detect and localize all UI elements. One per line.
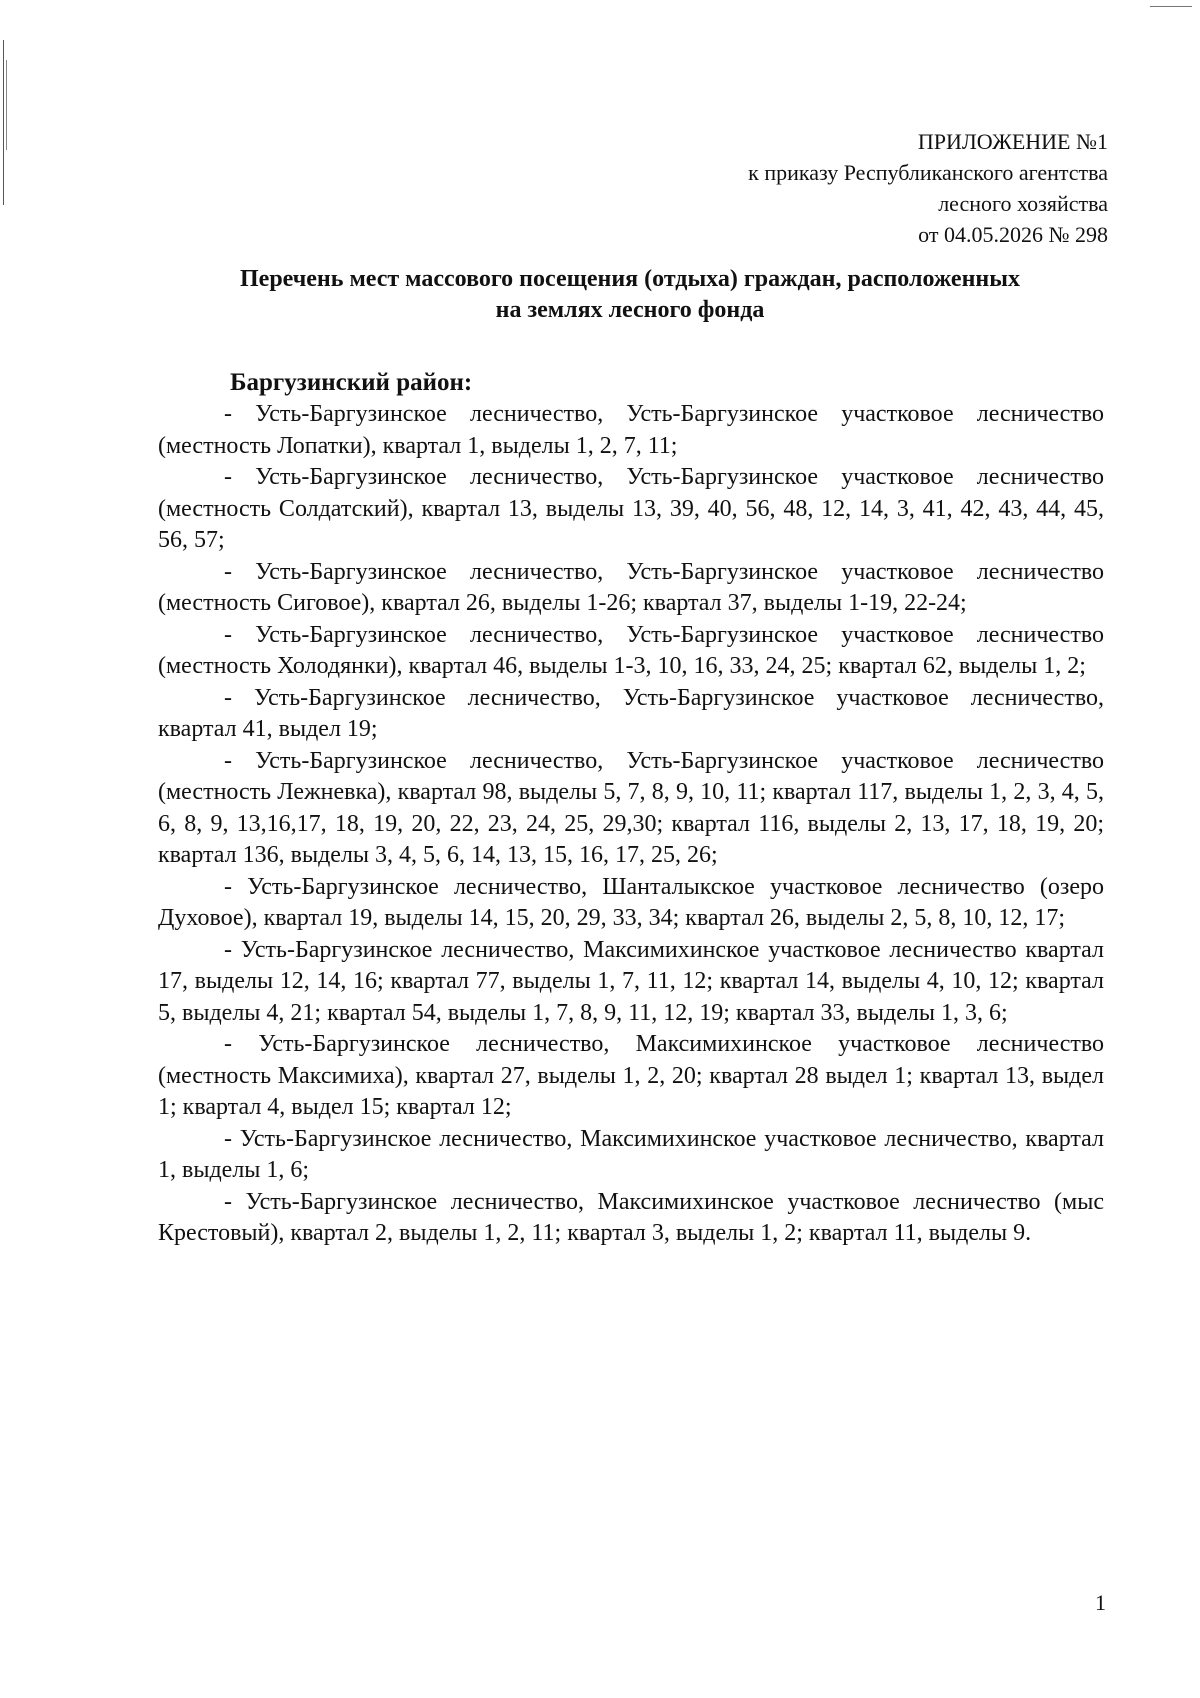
appendix-header — [748, 126, 1108, 250]
list-item: - Усть-Баргузинское лесничество, Усть-Баргузинское участковое лесничество (местность Солдатский), квартал 13, выделы 13, 39, 40, 56, 48, 12, 14, 3, 41, 42, 43, 44, 45, 56, 57; — [158, 464, 1104, 553]
list-item: - Усть-Баргузинское лесничество, Усть-Баргузинское участковое лесничество (местность Холодянки), квартал 46, выделы 1-3, 10, 16, 33, 24, 25; квартал 62, выделы 1, 2; — [158, 621, 1104, 679]
list-item: - Усть-Баргузинское лесничество, Максимихинское участковое лесничество квартал 17, выделы 12, 14, 16; квартал 77, выделы 1, 7, 11, 12; квартал 14, выделы 4, 10, 12; квартал 5, выделы 4, 21; квартал 54, выделы 1, 7, 8, 9, 11, 12, 19; квартал 33, выделы 1, 3, 6; — [158, 936, 1104, 1026]
list-item: - Усть-Баргузинское лесничество, Усть-Баргузинское участковое лесничество, квартал 41, выдел 19; — [158, 684, 1104, 742]
list-item: - Усть-Баргузинское лесничество, Усть-Баргузинское участковое лесничество (местность Лежневка), квартал 98, выделы 5, 7, 8, 9, 10, 11; квартал 117, выделы 1, 2, 3, 4, 5, 6, 8, 9, 13,16,17, 18, 19, 20, 22, 23, 24, 25, 29,30; квартал 116, выделы 2, 13, 17, 18, 19, 20; квартал 136, выделы 3, 4, 5, 6, 14, 13, 15, 16, 17, 25, 26; — [158, 747, 1104, 868]
appendix-agency: лесного хозяйства — [938, 191, 1108, 216]
title-line-2: на землях лесного фонда — [495, 297, 765, 323]
appendix-order-ref: к приказу Республиканского агентства — [748, 160, 1108, 185]
list-item: - Усть-Баргузинское лесничество, Шанталыкское участковое лесничество (озеро Духовое), квартал 19, выделы 14, 15, 20, 29, 33, 34; квартал 26, выделы 2, 5, 8, 10, 12, 17; — [158, 873, 1104, 931]
document-title — [160, 264, 1100, 326]
list-item: - Усть-Баргузинское лесничество, Максимихинское участковое лесничество (местность Максимиха), квартал 27, выделы 1, 2, 20; квартал 28 выдел 1; квартал 13, выдел 1; квартал 4, выдел 15; квартал 12; — [158, 1031, 1104, 1120]
district-heading: Баргузинский район: — [230, 369, 473, 396]
list-item: - Усть-Баргузинское лесничество, Максимихинское участковое лесничество, квартал 1, выделы 1, 6; — [158, 1125, 1104, 1183]
document-body — [158, 366, 1104, 1250]
appendix-order-date: от 04.05.2026 № 298 — [918, 222, 1108, 247]
scan-corner-mark — [1150, 6, 1192, 7]
title-line-1: Перечень мест массового посещения (отдыха) граждан, расположенных — [240, 266, 1020, 292]
page-number: 1 — [1095, 1590, 1106, 1615]
scan-edge-mark — [6, 60, 7, 150]
list-item: - Усть-Баргузинское лесничество, Усть-Баргузинское участковое лесничество (местность Лопатки), квартал 1, выделы 1, 2, 7, 11; — [158, 401, 1104, 459]
scan-edge-mark — [3, 40, 4, 205]
list-item: - Усть-Баргузинское лесничество, Усть-Баргузинское участковое лесничество (местность Сиговое), квартал 26, выделы 1-26; квартал 37, выделы 1-19, 22-24; — [158, 558, 1104, 616]
list-item: - Усть-Баргузинское лесничество, Максимихинское участковое лесничество (мыс Крестовый), квартал 2, выделы 1, 2, 11; квартал 3, выделы 1, 2; квартал 11, выделы 9. — [158, 1188, 1104, 1246]
appendix-number: ПРИЛОЖЕНИЕ №1 — [917, 129, 1108, 154]
